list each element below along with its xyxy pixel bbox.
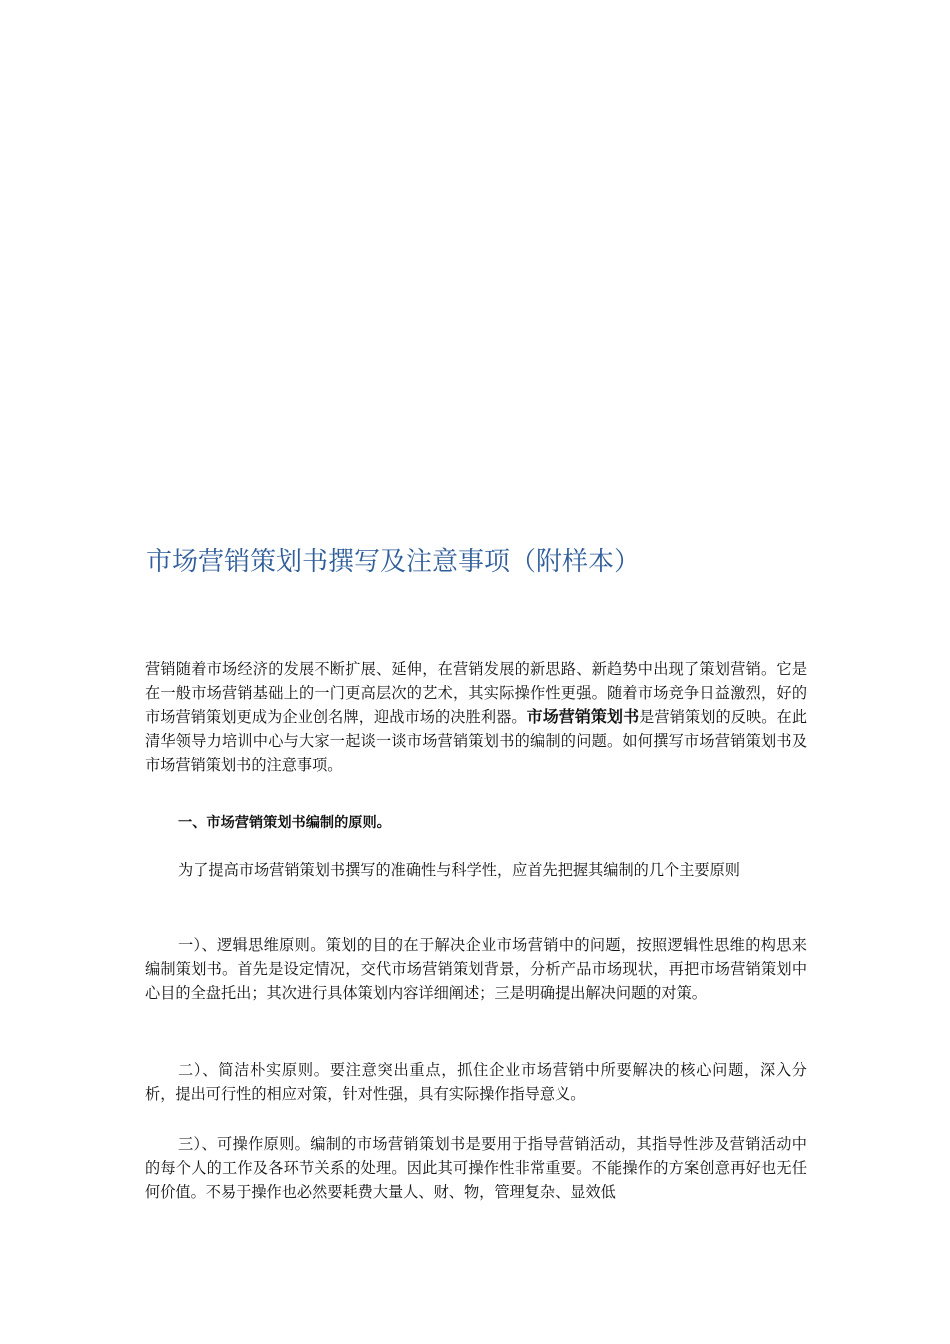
intro-paragraph: [145, 657, 807, 777]
section-heading-principles: 一、市场营销策划书编制的原则。: [178, 815, 391, 831]
principle-operability: 三）、可操作原则。编制的市场营销策划书是要用于指导营销活动，其指导性涉及营销活动中的每个人的工作及各环节关系的处理。因此其可操作性非常重要。不能操作的方案创意再好也无任何价值。不易于操作也必然要耗费大量人、财、物，管理复杂、显效低: [145, 1135, 807, 1201]
section-lead-paragraph: 为了提高市场营销策划书撰写的准确性与科学性，应首先把握其编制的几个主要原则: [178, 861, 740, 879]
document-title: 市场营销策划书撰写及注意事项（附样本）: [146, 547, 641, 577]
intro-text-after: 是营销策划的反映。在此清华领导力培训中心与大家一起谈一谈市场营销策划书的编制的问题。如何撰写市场营销策划书及市场营销策划书的注意事项。: [145, 708, 808, 774]
principle-logical-thinking: 一）、逻辑思维原则。策划的目的在于解决企业市场营销中的问题，按照逻辑性思维的构思来编制策划书。首先是设定情况，交代市场营销策划背景，分析产品市场现状，再把市场营销策划中心目的全盘托出；其次进行具体策划内容详细阐述；三是明确提出解决问题的对策。: [145, 936, 807, 1002]
principle-simplicity: 二）、简洁朴实原则。要注意突出重点，抓住企业市场营销中所要解决的核心问题，深入分析，提出可行性的相应对策，针对性强，具有实际操作指导意义。: [145, 1061, 807, 1103]
intro-text-before: 营销随着市场经济的发展不断扩展、延伸，在营销发展的新思路、新趋势中出现了策划营销。它是在一般市场营销基础上的一门更高层次的艺术，其实际操作性更强。随着市场竞争日益激烈，好的市场营销策划更成为企业创名牌，迎战市场的决胜利器。: [145, 660, 807, 726]
intro-keyword-link[interactable]: 市场营销策划书: [526, 707, 640, 726]
